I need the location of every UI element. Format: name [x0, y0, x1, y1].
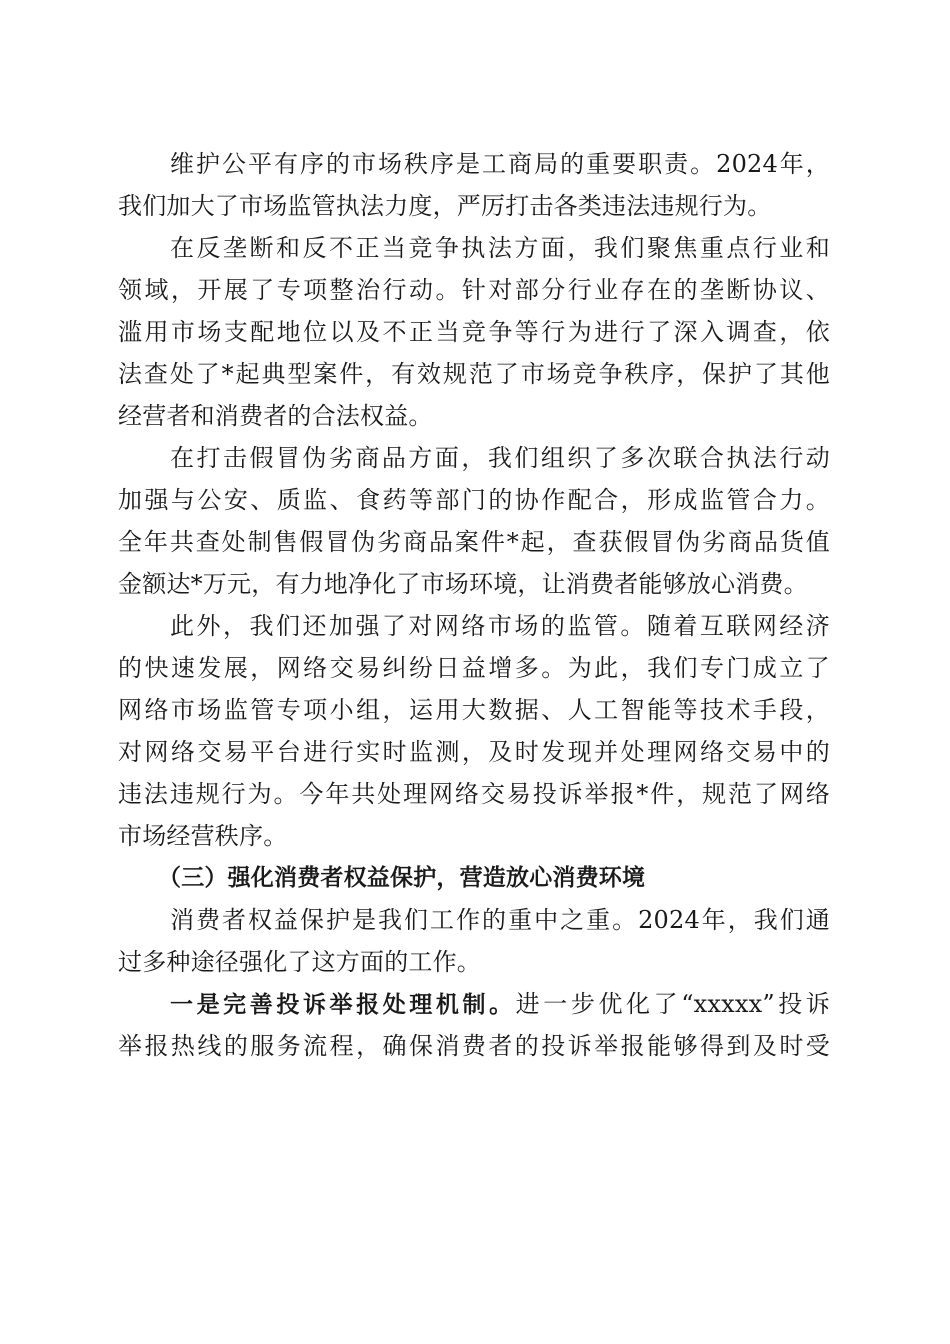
paragraph — [118, 983, 830, 1067]
text-line: 领域，开展了专项整治行动。针对部分行业存在的垄断协议、 — [118, 276, 830, 304]
text-line: 网络市场监管专项小组，运用大数据、人工智能等技术手段， — [118, 696, 830, 724]
document-body — [118, 143, 830, 1067]
text-line: 在反垄断和反不正当竞争执法方面，我们聚焦重点行业和 — [170, 234, 830, 262]
text-line: 消费者权益保护是我们工作的重中之重。2024年，我们通 — [170, 906, 830, 934]
text-line: 维护公平有序的市场秩序是工商局的重要职责。2024年， — [170, 150, 830, 178]
paragraph — [118, 227, 830, 437]
text-line: 经营者和消费者的合法权益。 — [118, 402, 433, 430]
text-line: 加强与公安、质监、食药等部门的协作配合，形成监管合力。 — [118, 486, 830, 514]
text-fragment: 进一步优化了“xxxxx”投诉 — [515, 990, 830, 1018]
text-line: 金额达*万元，有力地净化了市场环境，让消费者能够放心消费。 — [118, 570, 808, 598]
text-line — [118, 983, 830, 1025]
text-line: 此外，我们还加强了对网络市场的监管。随着互联网经济 — [170, 612, 830, 640]
paragraph — [118, 143, 830, 227]
text-line: 市场经营秩序。 — [118, 822, 288, 850]
paragraph — [118, 605, 830, 857]
section-heading: （三）强化消费者权益保护，营造放心消费环境 — [158, 865, 646, 891]
text-line: 违法违规行为。今年共处理网络交易投诉举报*件，规范了网络 — [118, 780, 830, 808]
text-line: 法查处了*起典型案件，有效规范了市场竞争秩序，保护了其他 — [118, 360, 830, 388]
text-line: 对网络交易平台进行实时监测，及时发现并处理网络交易中的 — [118, 738, 830, 766]
text-line: 全年共查处制售假冒伪劣商品案件*起，查获假冒伪劣商品货值 — [118, 528, 830, 556]
paragraph — [118, 899, 830, 983]
text-line: 举报热线的服务流程，确保消费者的投诉举报能够得到及时受 — [118, 1032, 830, 1060]
text-line: 的快速发展，网络交易纠纷日益增多。为此，我们专门成立了 — [118, 654, 830, 682]
paragraph — [118, 437, 830, 605]
text-line: 滥用市场支配地位以及不正当竞争等行为进行了深入调查，依 — [118, 318, 830, 346]
text-line: 过多种途径强化了这方面的工作。 — [118, 948, 481, 976]
text-line: 我们加大了市场监管执法力度，严厉打击各类违法违规行为。 — [118, 192, 772, 220]
section-heading-block — [118, 857, 830, 899]
text-line: 在打击假冒伪劣商品方面，我们组织了多次联合执法行动 — [170, 444, 830, 472]
bold-lead-text: 一是完善投诉举报处理机制。 — [170, 992, 516, 1018]
